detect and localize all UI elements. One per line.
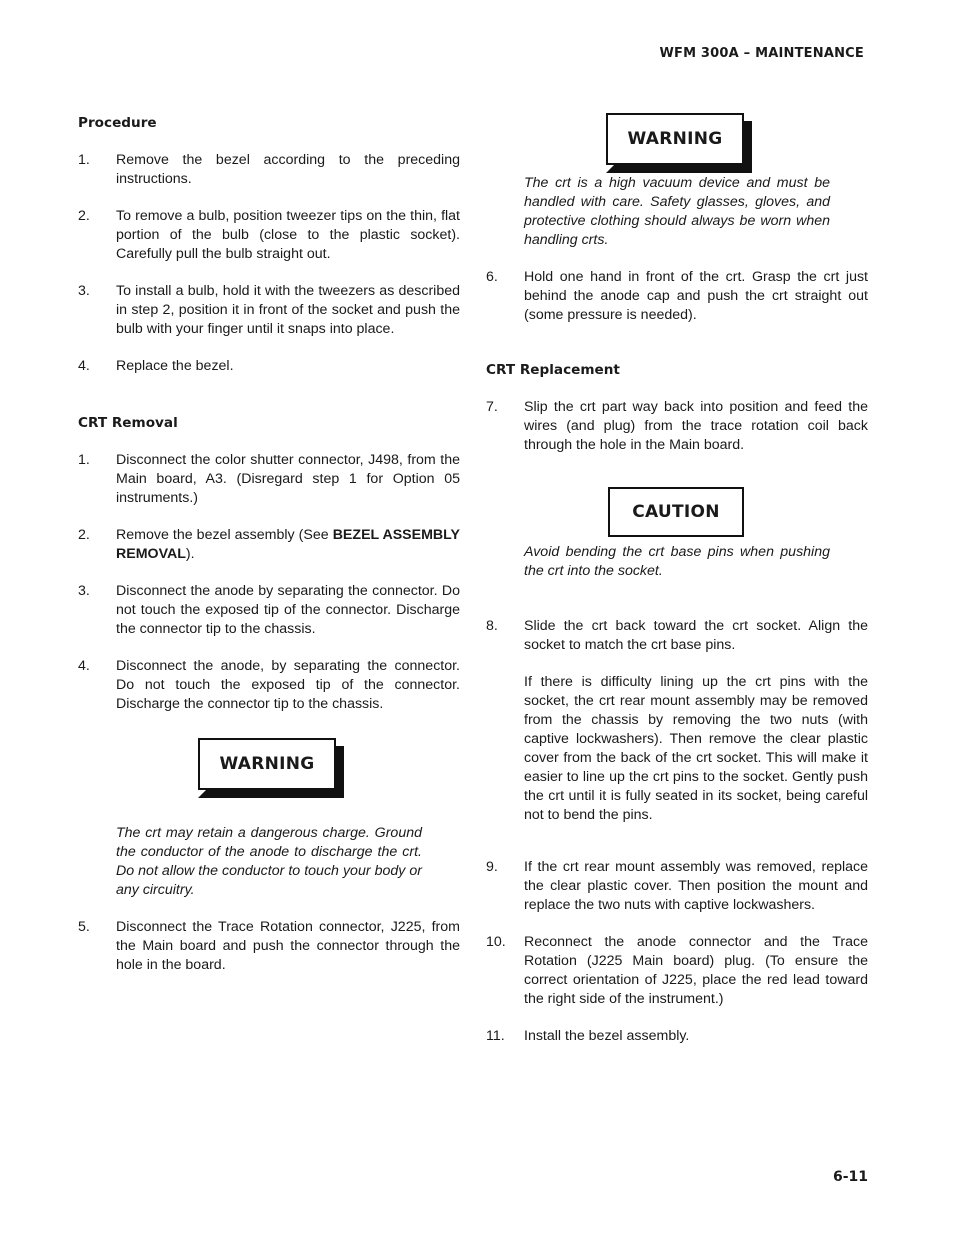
- caution-text: Avoid bending the crt base pins when pushing the crt into the socket.: [524, 544, 830, 579]
- step-number: 11.: [486, 1028, 505, 1044]
- step-text: To remove a bulb, position tweezer tips on the thin, flat portion of the bulb (close to the plastic socket). Carefully pull the bulb straight out.: [116, 208, 460, 262]
- replacement-step: [486, 398, 868, 455]
- step-number: 5.: [78, 919, 90, 935]
- step-number: 10.: [486, 934, 506, 950]
- step-number: 3.: [78, 583, 90, 599]
- step-text-suffix: ).: [185, 546, 195, 562]
- step-text: Disconnect the anode, by separating the connector. Do not touch the exposed tip of the connector. Discharge the connector tip to the chassis.: [116, 658, 460, 712]
- warning-box: [606, 113, 756, 173]
- step-number: 7.: [486, 399, 498, 415]
- right-column: [486, 113, 868, 1046]
- step-text: Reconnect the anode connector and the Trace Rotation (J225 Main board) plug. (To ensure the correct orientation of J225, place the red lead toward the right side of the instrument.): [524, 934, 868, 1007]
- procedure-step: [78, 282, 460, 339]
- replacement-step: [486, 268, 868, 325]
- removal-step: [78, 918, 460, 975]
- procedure-step: [78, 151, 460, 189]
- crt-removal-heading: CRT Removal: [78, 415, 178, 431]
- step-number: 2.: [78, 208, 90, 224]
- step-text: Replace the bezel.: [116, 358, 234, 374]
- warning-text: The crt may retain a dangerous charge. Ground the conductor of the anode to discharge the crt. Do not allow the conductor to touch your body or any circuitry.: [116, 825, 422, 898]
- step-text: If the crt rear mount assembly was removed, replace the clear plastic cover. Then position the mount and replace the two nuts with captive lockwashers.: [524, 859, 868, 913]
- bezel-reference: BEZEL ASSEMBLY REMOVAL: [116, 527, 460, 562]
- step-number: 4.: [78, 358, 90, 374]
- procedure-step: [78, 357, 460, 376]
- step-number: 8.: [486, 618, 498, 634]
- warning-label: WARNING: [198, 738, 336, 790]
- step-number: 2.: [78, 527, 90, 543]
- step-text: Install the bezel assembly.: [524, 1028, 690, 1044]
- step-text: Remove the bezel according to the preceding instructions.: [116, 152, 460, 187]
- step-number: 1.: [78, 452, 90, 468]
- removal-step: [78, 657, 460, 714]
- step-number: 9.: [486, 859, 498, 875]
- replacement-step: [486, 1027, 868, 1046]
- warning-box: [198, 738, 348, 798]
- removal-step: [78, 451, 460, 508]
- step-text-prefix: Remove the bezel assembly (See: [116, 527, 333, 543]
- step-text: Disconnect the color shutter connector, J498, from the Main board, A3. (Disregard step 1 for Option 05 instruments.): [116, 452, 460, 506]
- left-column: [78, 114, 460, 975]
- step-text: Slide the crt back toward the crt socket. Align the socket to match the crt base pins.: [524, 618, 868, 653]
- procedure-step: [78, 207, 460, 264]
- step-number: 3.: [78, 283, 90, 299]
- step-text: [116, 526, 460, 564]
- procedure-heading: Procedure: [78, 115, 157, 131]
- step-number: 1.: [78, 152, 90, 168]
- step-text: Disconnect the Trace Rotation connector, J225, from the Main board and push the connector through the hole in the board.: [116, 919, 460, 973]
- page-header: WFM 300A – MAINTENANCE: [659, 46, 864, 61]
- step-text: Hold one hand in front of the crt. Grasp the crt just behind the anode cap and push the crt straight out (some pressure is needed).: [524, 269, 868, 323]
- warning-text: The crt is a high vacuum device and must be handled with care. Safety glasses, gloves, and protective clothing should always be worn when handling crts.: [524, 175, 830, 248]
- warning-label: WARNING: [606, 113, 744, 165]
- caution-box: CAUTION: [608, 487, 744, 537]
- step-8-paragraph: If there is difficulty lining up the crt pins with the socket, the crt rear mount assembly may be removed from the chassis by removing the two nuts (with captive lockwashers). Then remove the clear plastic cover from the back of the crt socket. This will make it easier to line up the crt pins to the socket. Gently push the crt until it is fully seated in its socket, being careful not to bend the pins.: [524, 674, 868, 823]
- crt-replacement-heading: CRT Replacement: [486, 362, 620, 378]
- step-text: Slip the crt part way back into position and feed the wires (and plug) from the trace rotation coil back through the hole in the Main board.: [524, 399, 868, 453]
- step-number: 4.: [78, 658, 90, 674]
- step-text: Disconnect the anode by separating the connector. Do not touch the exposed tip of the connector. Discharge the connector tip to the chassis.: [116, 583, 460, 637]
- step-number: 6.: [486, 269, 498, 285]
- removal-step: [78, 582, 460, 639]
- removal-step: [78, 526, 460, 564]
- step-text: To install a bulb, hold it with the tweezers as described in step 2, position it in front of the socket and push the bulb with your finger until it snaps into place.: [116, 283, 460, 337]
- replacement-step: [486, 858, 868, 915]
- replacement-step: [486, 617, 868, 655]
- replacement-step: [486, 933, 868, 1009]
- page-number: 6-11: [832, 1169, 868, 1185]
